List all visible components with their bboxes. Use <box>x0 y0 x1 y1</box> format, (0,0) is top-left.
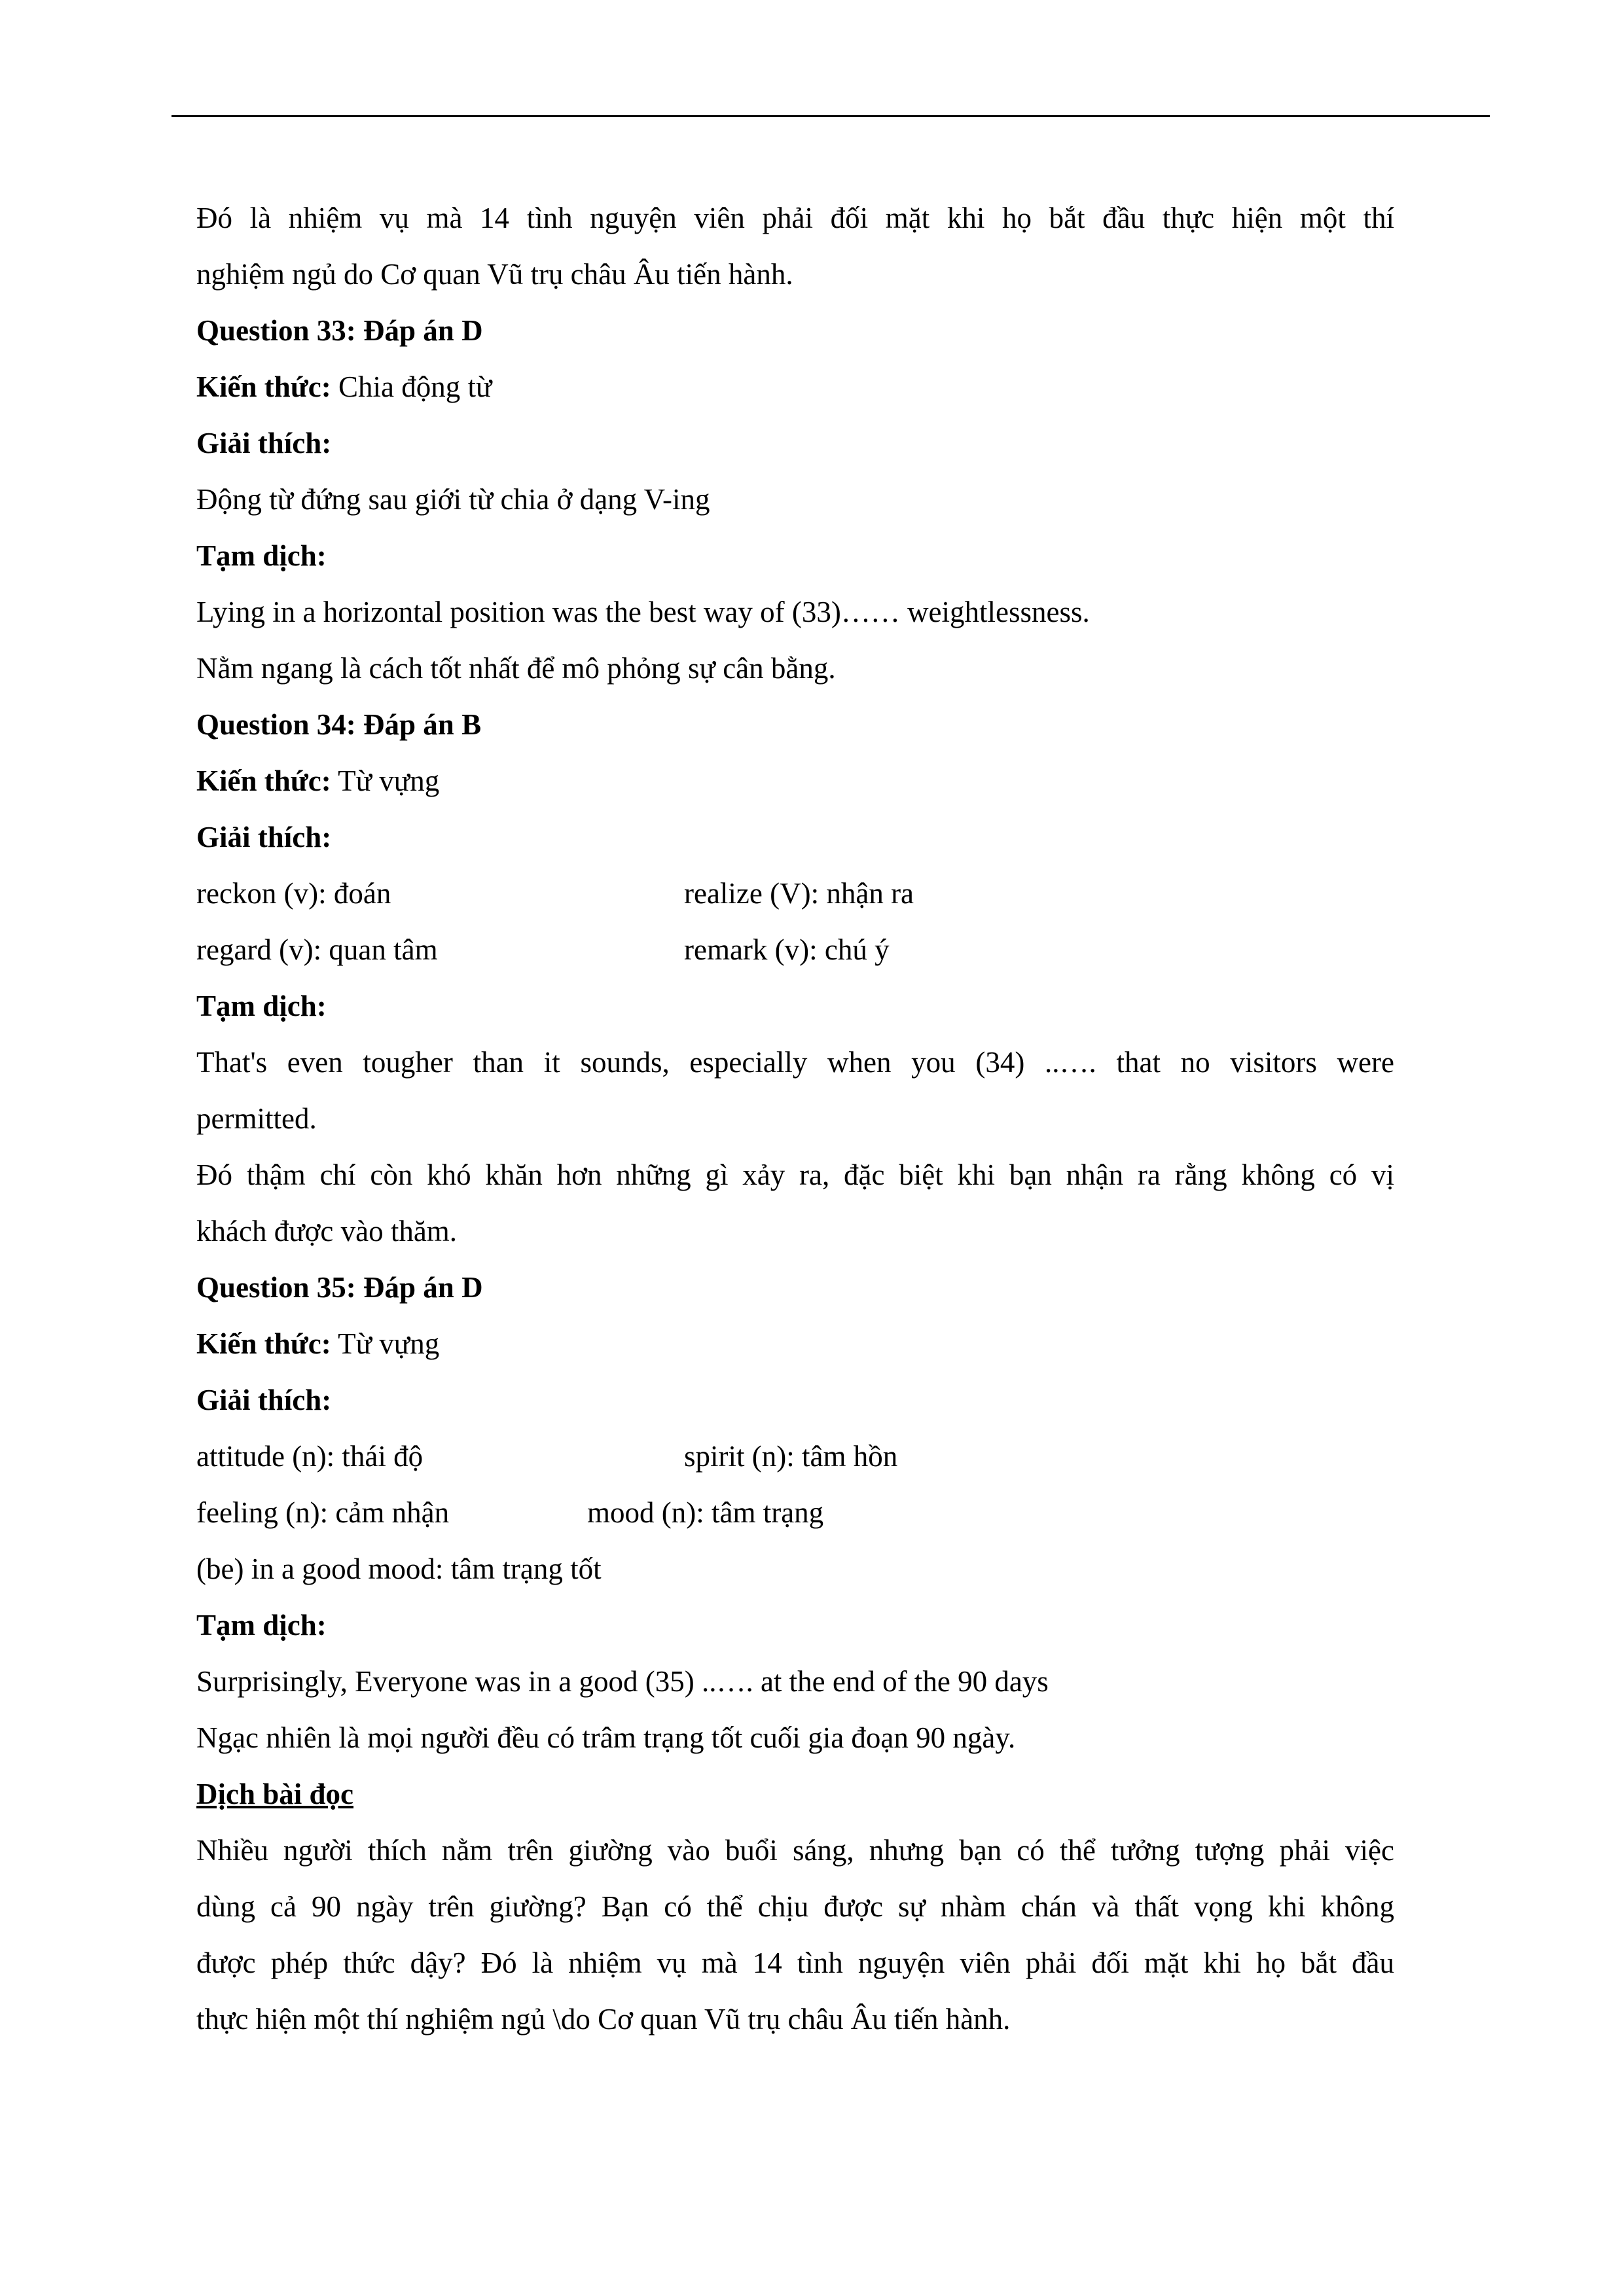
question-35-options-row-1 <box>196 1428 1394 1484</box>
translation-line-4: thực hiện một thí nghiệm ngủ \do Cơ quan Vũ trụ châu Âu tiến hành. <box>196 2003 1011 2036</box>
question-34-options-row-2 <box>196 922 1394 978</box>
question-35-options-row-2 <box>196 1484 1394 1541</box>
question-35-heading: Question 35: Đáp án D <box>196 1271 483 1304</box>
question-33-translate-label: Tạm dịch: <box>196 539 327 572</box>
translation-heading: Dịch bài đọc <box>196 1778 354 1810</box>
question-33-sentence-vi: Nằm ngang là cách tốt nhất để mô phỏng sự cân bằng. <box>196 652 836 685</box>
knowledge-label: Kiến thức: <box>196 370 331 403</box>
question-35-sentence-en: Surprisingly, Everyone was in a good (35) ..…. at the end of the 90 days <box>196 1665 1049 1698</box>
option-regard: regard (v): quan tâm <box>196 933 438 966</box>
question-33-explain-label: Giải thích: <box>196 427 332 459</box>
knowledge-value: Từ vựng <box>331 1327 440 1360</box>
knowledge-value: Từ vựng <box>331 764 440 797</box>
intro-line-2: nghiệm ngủ do Cơ quan Vũ trụ châu Âu tiến hành. <box>196 258 793 291</box>
option-feeling: feeling (n): cảm nhận <box>196 1496 450 1529</box>
document-body <box>196 190 1394 2047</box>
question-35-sentence-vi: Ngạc nhiên là mọi người đều có trâm trạng tốt cuối gia đoạn 90 ngày. <box>196 1721 1016 1754</box>
header-rule <box>171 115 1490 117</box>
question-33-explain-text: Động từ đứng sau giới từ chia ở dạng V-ing <box>196 483 710 516</box>
question-34-sentence-vi-1: Đó thậm chí còn khó khăn hơn những gì xảy ra, đặc biệt khi bạn nhận ra rằng không có vị <box>196 1158 1394 1191</box>
translation-line-3: được phép thức dậy? Đó là nhiệm vụ mà 14 tình nguyện viên phải đối mặt khi họ bắt đầu <box>196 1946 1394 1979</box>
question-35-phrase: (be) in a good mood: tâm trạng tốt <box>196 1552 602 1585</box>
question-35-knowledge <box>196 1316 1394 1372</box>
knowledge-label: Kiến thức: <box>196 1327 331 1360</box>
translation-line-2: dùng cả 90 ngày trên giường? Bạn có thể chịu được sự nhàm chán và thất vọng khi không <box>196 1890 1394 1923</box>
option-reckon: reckon (v): đoán <box>196 877 391 910</box>
question-34-sentence-en-2: permitted. <box>196 1102 317 1135</box>
option-mood: mood (n): tâm trạng <box>587 1496 824 1529</box>
question-35-explain-label: Giải thích: <box>196 1384 332 1416</box>
option-realize: realize (V): nhận ra <box>684 877 914 910</box>
question-34-explain-label: Giải thích: <box>196 821 332 853</box>
knowledge-label: Kiến thức: <box>196 764 331 797</box>
intro-line-1: Đó là nhiệm vụ mà 14 tình nguyện viên phải đối mặt khi họ bắt đầu thực hiện một thí <box>196 202 1394 234</box>
question-34-knowledge <box>196 753 1394 809</box>
question-34-options-row-1 <box>196 865 1394 922</box>
question-34-sentence-vi-2: khách được vào thăm. <box>196 1215 458 1247</box>
question-34-sentence-en-1: That's even tougher than it sounds, especially when you (34) ..…. that no visitors were <box>196 1046 1394 1079</box>
option-spirit: spirit (n): tâm hồn <box>684 1440 898 1473</box>
question-34-heading: Question 34: Đáp án B <box>196 708 482 741</box>
option-remark: remark (v): chú ý <box>684 933 890 966</box>
question-33-heading: Question 33: Đáp án D <box>196 314 483 347</box>
translation-line-1: Nhiều người thích nằm trên giường vào buổi sáng, nhưng bạn có thể tưởng tượng phải việc <box>196 1834 1394 1867</box>
question-33-sentence-en: Lying in a horizontal position was the best way of (33)…… weightlessness. <box>196 596 1090 628</box>
question-33-knowledge <box>196 359 1394 415</box>
question-34-translate-label: Tạm dịch: <box>196 990 327 1022</box>
question-35-translate-label: Tạm dịch: <box>196 1609 327 1641</box>
option-attitude: attitude (n): thái độ <box>196 1440 424 1473</box>
knowledge-value: Chia động từ <box>331 370 492 403</box>
